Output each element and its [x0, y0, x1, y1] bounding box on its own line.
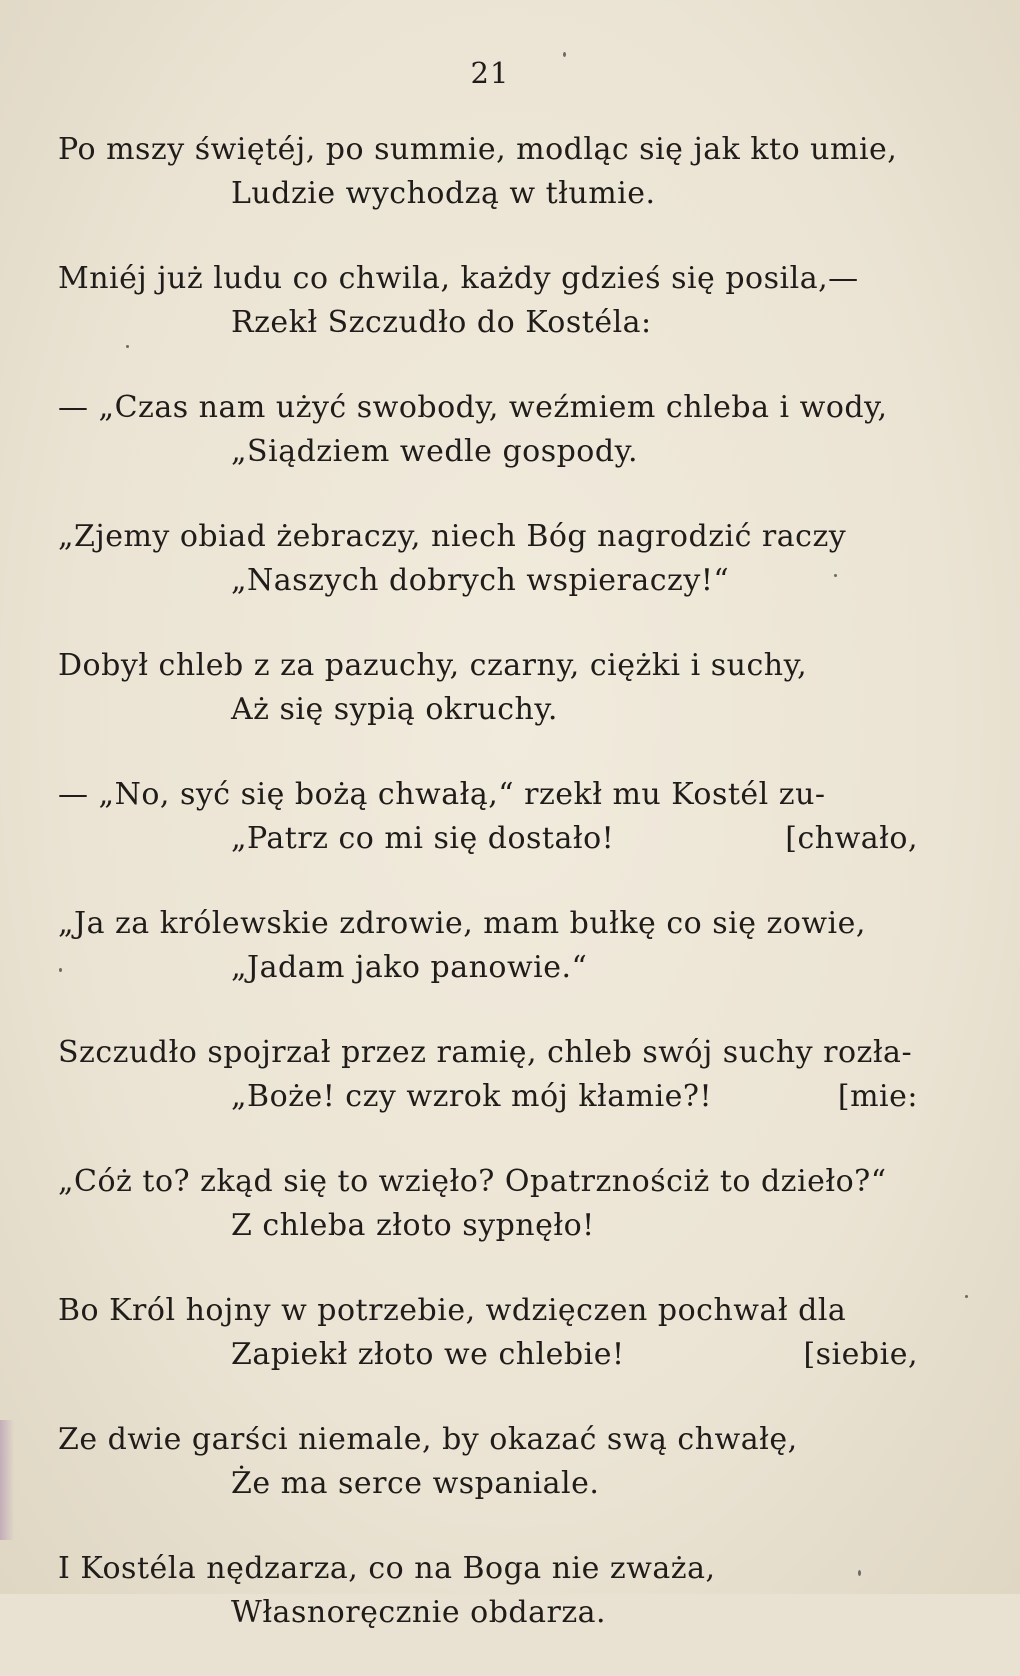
verse-text: Zapiekł złoto we chlebie!	[231, 1337, 625, 1372]
verse-line: Bo Król hojny w potrzebie, wdzięczen pochwał dla	[58, 1293, 847, 1328]
page-stain	[0, 1420, 14, 1540]
verse-line	[58, 1075, 918, 1119]
stanza	[58, 1289, 918, 1377]
verse-line	[58, 559, 918, 603]
verse-text: Ludzie wychodzą w tłumie.	[231, 176, 656, 211]
verse-text: Że ma serce wspaniale.	[231, 1466, 600, 1501]
stanza	[58, 128, 918, 216]
poem	[58, 128, 918, 1676]
stanza	[58, 386, 918, 474]
verse-text: „Siądziem wedle gospody.	[231, 434, 639, 469]
verse-line: „Ja za królewskie zdrowie, mam bułkę co się zowie,	[58, 906, 866, 941]
stanza	[58, 1547, 918, 1635]
verse-line	[58, 1204, 918, 1248]
verse-line: Po mszy świętéj, po summie, modląc się jak kto umie,	[58, 132, 898, 167]
verse-text: „Boże! czy wzrok mój kłamie?!	[231, 1079, 713, 1114]
verse-text: „Jadam jako panowie.“	[231, 950, 588, 985]
stanza	[58, 1160, 918, 1248]
verse-line: — „No, syć się bożą chwałą,“ rzekł mu Kostél zu-	[58, 777, 826, 812]
verse-line: — „Czas nam użyć swobody, weźmiem chleba i wody,	[58, 390, 888, 425]
stanza	[58, 902, 918, 990]
verse-line: I Kostéla nędzarza, co na Boga nie zważa,	[58, 1551, 716, 1586]
verse-line	[58, 301, 918, 345]
verse-line	[58, 688, 918, 732]
verse-line	[58, 1462, 918, 1506]
verse-line	[58, 1333, 918, 1377]
verse-line: Szczudło spojrzał przez ramię, chleb swój suchy rozła-	[58, 1035, 913, 1070]
stanza	[58, 644, 918, 732]
verse-line: Ze dwie garści niemale, by okazać swą chwałę,	[58, 1422, 798, 1457]
verse-text: Rzekł Szczudło do Kostéla:	[231, 305, 652, 340]
stanza	[58, 773, 918, 861]
stanza	[58, 515, 918, 603]
verse-line	[58, 430, 918, 474]
stanza	[58, 257, 918, 345]
verse-line	[58, 817, 918, 861]
turnover-word: [chwało,	[785, 821, 918, 856]
verse-line: Mniéj już ludu co chwila, każdy gdzieś się posila,—	[58, 261, 859, 296]
verse-line	[58, 172, 918, 216]
turnover-word: [mie:	[837, 1079, 918, 1114]
verse-text: „Naszych dobrych wspieraczy!“	[231, 563, 730, 598]
turnover-word: [siebie,	[803, 1337, 918, 1372]
verse-text: Aż się sypią okruchy.	[231, 692, 558, 727]
verse-text: Własnoręcznie obdarza.	[231, 1595, 607, 1630]
verse-line: „Zjemy obiad żebraczy, niech Bóg nagrodzić raczy	[58, 519, 847, 554]
verse-text: Z chleba złoto sypnęło!	[231, 1208, 595, 1243]
verse-line	[58, 1591, 918, 1635]
stanza	[58, 1418, 918, 1506]
verse-line: Dobył chleb z za pazuchy, czarny, ciężki i suchy,	[58, 648, 808, 683]
stanza	[58, 1031, 918, 1119]
verse-text: „Patrz co mi się dostało!	[231, 821, 615, 856]
verse-line	[58, 946, 918, 990]
page-number: 21	[470, 56, 510, 90]
verse-line: „Cóż to? zkąd się to wzięło? Opatrznościż to dzieło?“	[58, 1164, 887, 1199]
ink-speck	[965, 1295, 968, 1298]
